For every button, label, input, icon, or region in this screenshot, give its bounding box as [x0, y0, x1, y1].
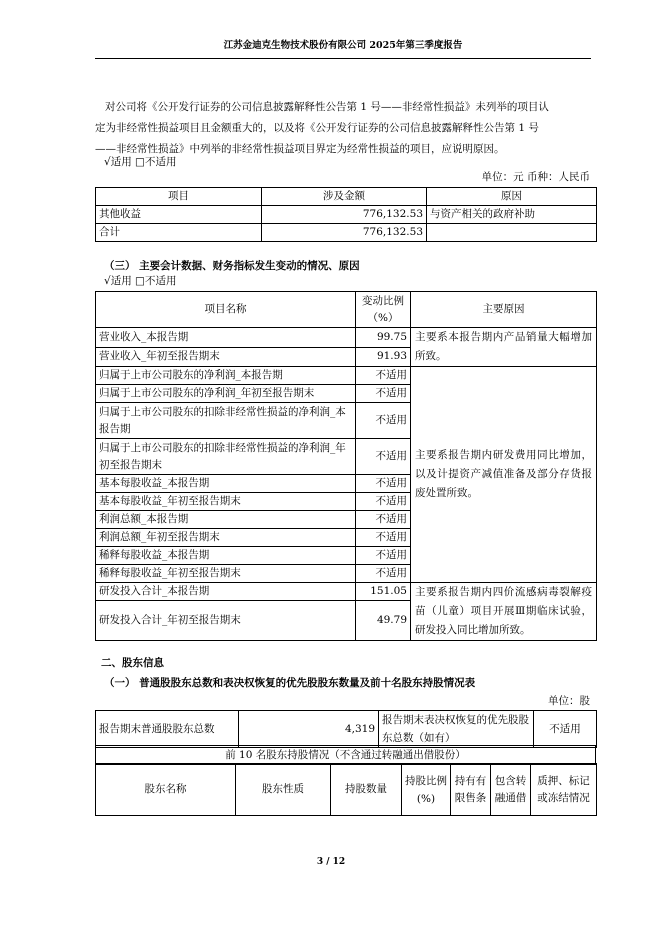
header-divider	[95, 58, 591, 59]
reason-cell: 主要系报告期内研发费用同比增加，以及计提资产减值准备及部分存货报废处置所致。	[411, 367, 597, 583]
ratio-cell: 151.05	[356, 583, 411, 601]
item-cell: 稀释每股收益_年初至报告期末	[96, 565, 356, 583]
table-header-row	[96, 292, 597, 328]
ratio-cell: 99.75	[356, 328, 411, 348]
item-cell: 归属于上市公司股东的净利润_本报告期	[96, 367, 356, 385]
header-cell: 包含转融通借	[491, 764, 531, 816]
applicable-checkbox-1: √适用 □不适用	[104, 156, 177, 168]
section-subtitle-shareholders: （一） 普通股股东总数和表决权恢复的优先股股东数量及前十名股东持股情况表	[104, 677, 476, 689]
common-holders-label: 报告期末普通股股东总数	[96, 711, 239, 748]
header-cell: 持有有限售条	[451, 764, 491, 816]
header-ratio-line: （%）	[367, 311, 399, 324]
ratio-cell: 不适用	[356, 493, 411, 511]
ratio-cell: 不适用	[356, 547, 411, 565]
header-cell: 项目	[96, 188, 262, 206]
ratio-cell: 不适用	[356, 475, 411, 493]
header-cell: 主要原因	[411, 292, 597, 328]
ratio-cell: 不适用	[356, 385, 411, 403]
amount-cell: 776,132.53	[262, 224, 427, 242]
header-cell: 持股数量	[331, 764, 402, 816]
top10-title-row	[96, 746, 596, 765]
ratio-cell: 91.93	[356, 347, 411, 367]
header-cell: 涉及金额	[262, 188, 427, 206]
section-title-shareholders: 二、股东信息	[101, 657, 164, 669]
table-row	[96, 367, 597, 385]
intro-paragraph	[95, 97, 595, 160]
ratio-cell: 不适用	[356, 403, 411, 439]
header-cell: 原因	[427, 188, 597, 206]
item-cell: 归属于上市公司股东的扣除非经常性损益的净利润_本报告期	[96, 403, 356, 439]
changes-table	[95, 291, 597, 641]
reason-cell: 主要系报告期内四价流感病毒裂解疫苗（儿童）项目开展Ⅲ期临床试验，研发投入同比增加所致。	[411, 583, 597, 641]
reason-cell: 主要系本报告期内产品销量大幅增加所致。	[411, 328, 597, 367]
page-number: 3 / 12	[316, 857, 346, 867]
header-ratio-line: 变动比例	[362, 294, 404, 307]
header-cell	[356, 292, 411, 328]
ratio-cell: 不适用	[356, 565, 411, 583]
intro-line: 定为非经常性损益项目且金额重大的，以及将《公开发行证券的公司信息披露解释性公告第 1 号	[95, 122, 539, 134]
ratio-cell: 不适用	[356, 511, 411, 529]
intro-line: ——非经常性损益》中列举的非经常性损益项目界定为经常性损益的项目，应说明原因。	[95, 143, 505, 155]
preferred-holders-label: 报告期末表决权恢复的优先股股东总数（如有）	[379, 711, 534, 748]
item-cell: 基本每股收益_本报告期	[96, 475, 356, 493]
item-cell: 合计	[96, 224, 262, 242]
item-cell: 归属于上市公司股东的净利润_年初至报告期末	[96, 385, 356, 403]
summary-row	[96, 711, 597, 748]
item-cell: 利润总额_本报告期	[96, 511, 356, 529]
preferred-holders-value: 不适用	[534, 711, 597, 748]
header-cell: 股东性质	[236, 764, 331, 816]
page-header: 江苏金迪克生物技术股份有限公司 2025年第三季度报告	[223, 40, 463, 51]
shareholder-summary-table	[95, 710, 597, 748]
item-cell: 归属于上市公司股东的扣除非经常性损益的净利润_年初至报告期末	[96, 439, 356, 475]
item-cell: 稀释每股收益_本报告期	[96, 547, 356, 565]
top10-header-table	[95, 763, 597, 816]
item-cell: 利润总额_年初至报告期末	[96, 529, 356, 547]
top10-title-table	[95, 745, 596, 765]
reason-cell	[427, 224, 597, 242]
applicable-checkbox-2: √适用 □不适用	[104, 275, 177, 287]
table-row	[96, 583, 597, 601]
table-row	[96, 328, 597, 348]
amount-cell: 776,132.53	[262, 206, 427, 224]
nonrecurring-table	[95, 187, 597, 242]
ratio-cell: 不适用	[356, 529, 411, 547]
common-holders-value: 4,319	[239, 711, 379, 748]
header-cell: 股东名称	[96, 764, 236, 816]
unit-label-2: 单位：股	[548, 695, 590, 707]
item-cell: 营业收入_本报告期	[96, 328, 356, 348]
ratio-cell: 49.79	[356, 601, 411, 641]
item-cell: 其他收益	[96, 206, 262, 224]
reason-cell: 与资产相关的政府补助	[427, 206, 597, 224]
item-cell: 研发投入合计_年初至报告期末	[96, 601, 356, 641]
section-title-changes: （三） 主要会计数据、财务指标发生变动的情况、原因	[104, 260, 360, 272]
header-cell: 持股比例(%)	[402, 764, 451, 816]
intro-line: 对公司将《公开发行证券的公司信息披露解释性公告第 1 号——非经常性损益》未列举的项目认	[105, 101, 549, 113]
item-cell: 研发投入合计_本报告期	[96, 583, 356, 601]
header-cell: 质押、标记或冻结情况	[531, 764, 597, 816]
item-cell: 营业收入_年初至报告期末	[96, 347, 356, 367]
table-row	[96, 224, 597, 242]
unit-label-1: 单位：元 币种：人民币	[481, 171, 590, 183]
item-cell: 基本每股收益_年初至报告期末	[96, 493, 356, 511]
ratio-cell: 不适用	[356, 439, 411, 475]
table-header-row	[96, 188, 597, 206]
header-cell: 项目名称	[96, 292, 356, 328]
table-header-row	[96, 764, 597, 816]
table-row	[96, 206, 597, 224]
top10-title: 前 10 名股东持股情况（不含通过转融通出借股份）	[96, 746, 596, 765]
ratio-cell: 不适用	[356, 367, 411, 385]
